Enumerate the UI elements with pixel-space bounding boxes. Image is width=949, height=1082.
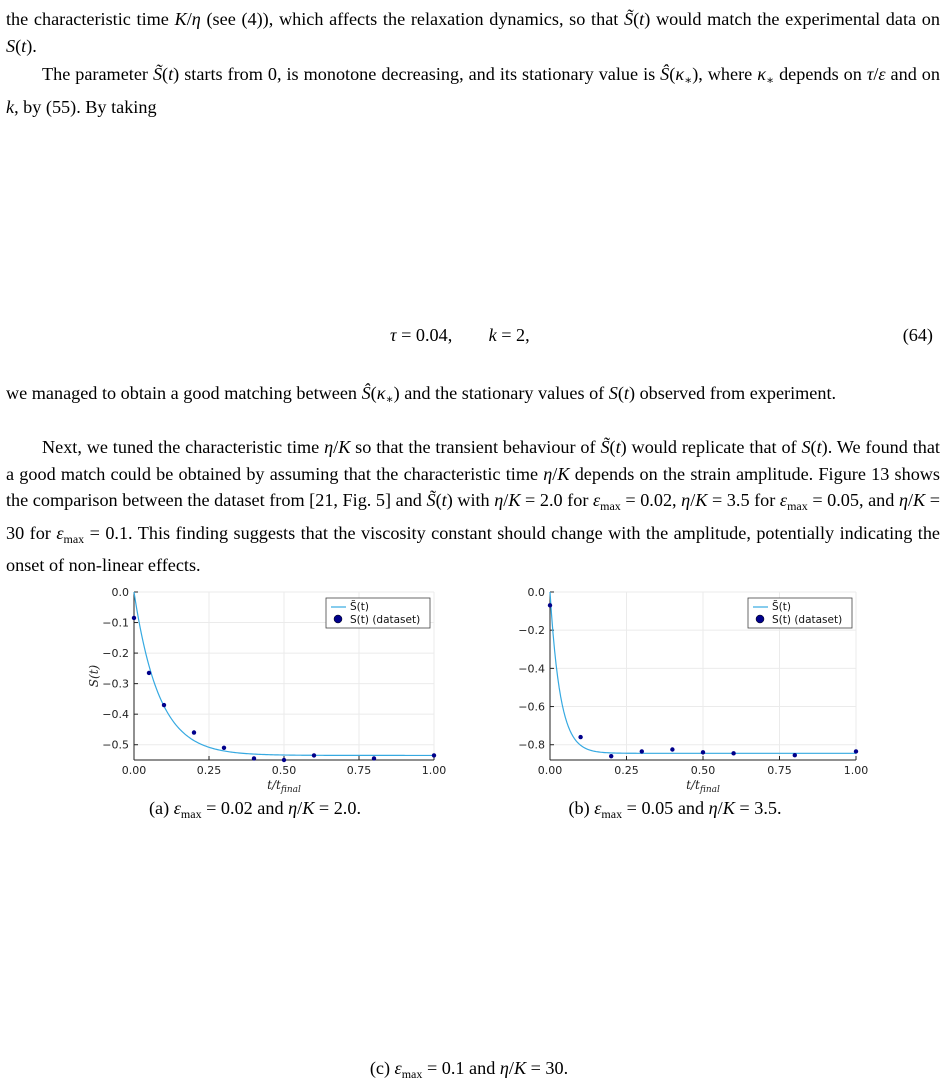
y-tick-label: −0.3 <box>102 677 129 691</box>
equation-number: (64) <box>902 325 933 345</box>
data-point <box>147 671 151 675</box>
x-tick-label: 0.50 <box>271 764 297 777</box>
x-tick-label: 0.00 <box>121 764 147 777</box>
data-point <box>701 750 705 754</box>
x-tick-label: 0.25 <box>196 764 222 777</box>
caption-c: (c) $\varepsilon_{max} = 0.1$ and η/K = 30. <box>369 1058 569 1081</box>
paragraph-2: The parameter S̃(t) starts from 0, is monotone decreasing, and its stationary value is $Ŝ(\kappa_∗)$, where $\kappa_∗$ depends on τ/ε and on k, by (55). By taking <box>6 64 940 117</box>
data-point <box>282 758 286 762</box>
x-tick-label: 0.25 <box>614 764 639 777</box>
y-tick-label: 0.0 <box>527 586 545 599</box>
x-tick-label: 0.75 <box>346 764 372 777</box>
legend-label-s-tilde: S̃(t) <box>772 601 791 613</box>
data-point <box>162 703 166 707</box>
data-point <box>132 616 136 620</box>
x-tick-label: 1.00 <box>421 764 447 777</box>
y-tick-label: −0.4 <box>102 708 129 722</box>
y-tick-label: −0.8 <box>518 738 545 752</box>
data-point <box>793 753 797 757</box>
caption-b: (b) $\varepsilon_{max} = 0.05$ and η/K = 3.5. <box>568 798 782 821</box>
y-tick-label: −0.2 <box>102 647 129 661</box>
data-point <box>372 756 376 760</box>
caption-a: (a) $\varepsilon_{max} = 0.02$ and η/K = 2.0. <box>149 798 361 821</box>
figure-13a-chart <box>62 586 448 796</box>
legend-marker-swatch <box>756 615 764 623</box>
data-point <box>854 749 858 753</box>
x-axis-label-sub: final <box>699 785 720 795</box>
x-axis-label-sub: final <box>280 785 301 795</box>
data-point <box>192 730 196 734</box>
y-tick-label: −0.4 <box>518 662 545 676</box>
y-tick-label: −0.1 <box>102 616 129 630</box>
y-tick-label: −0.5 <box>102 738 129 752</box>
x-tick-label: 0.00 <box>537 764 563 777</box>
y-tick-label: −0.6 <box>518 700 545 714</box>
data-point <box>609 754 613 758</box>
data-point <box>640 749 644 753</box>
data-point <box>548 603 552 607</box>
equation-64 <box>0 325 949 353</box>
legend-label-s-tilde: S̃(t) <box>350 601 369 613</box>
data-point <box>432 753 436 757</box>
figure-13b-chart <box>480 586 870 796</box>
data-point <box>578 735 582 739</box>
data-point <box>731 751 735 755</box>
legend-label-dataset: S(t) (dataset) <box>350 614 421 626</box>
data-point <box>222 746 226 750</box>
legend-label-dataset: S(t) (dataset) <box>772 614 843 626</box>
x-axis-label: $t/t_{final}$ <box>267 778 301 795</box>
equation-body: τ = 0.04, k = 2, <box>390 325 530 345</box>
data-point <box>252 756 256 760</box>
x-tick-label: 0.75 <box>767 764 792 777</box>
x-axis-label: $t/t_{final}$ <box>686 778 720 795</box>
x-tick-label: 0.50 <box>690 764 716 777</box>
x-tick-label: 1.00 <box>843 764 869 777</box>
data-point <box>670 747 674 751</box>
legend-marker-swatch <box>334 615 342 623</box>
y-axis-label: S(t) <box>87 664 101 688</box>
data-point <box>312 753 316 757</box>
figure-13c-chart <box>272 828 666 968</box>
paragraph-3: we managed to obtain a good matching between $Ŝ(\kappa_∗)$ and the stationary values of S(t) observed from experiment. <box>6 383 837 406</box>
y-tick-label: 0.0 <box>111 586 129 599</box>
paragraph-4: Next, we tuned the characteristic time η/K so that the transient behaviour of S̃(t) would replicate that of S(t). We found that a good match could be obtained by assuming that the characteristic time η/K depends on the strain amplitude. Figure 13 shows the comparison between the dataset from [21, Fig. 5] and S̃(t) with η/K = 2.0 for $\varepsilon_{max} = 0.02$, η/K = 3.5 for $\varepsilon_{max} = 0.05$, and η/K = 30 for $\varepsilon_{max} = 0.1$. This finding suggests that the viscosity constant should change with the amplitude, potentially indicating the onset of non-linear effects. <box>6 437 941 575</box>
paragraph-1: the characteristic time K/η (see (4)), which affects the relaxation dynamics, so that S̃(t) would match the experimental data on S(t). <box>6 9 940 56</box>
y-tick-label: −0.2 <box>518 624 545 638</box>
